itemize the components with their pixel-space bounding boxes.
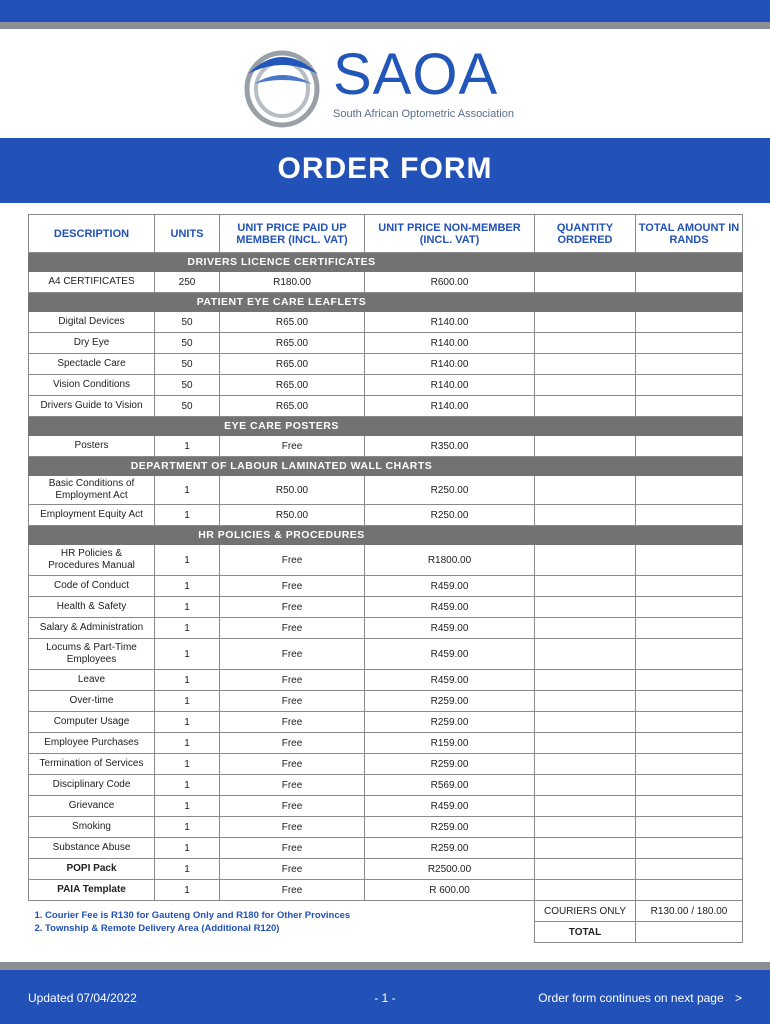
quantity-field[interactable]: [535, 817, 636, 838]
item-description: Smoking: [29, 817, 155, 838]
total-field[interactable]: [636, 754, 743, 775]
quantity-field[interactable]: [535, 859, 636, 880]
item-nonmember-price: R459.00: [365, 670, 535, 691]
item-description: Substance Abuse: [29, 838, 155, 859]
total-field[interactable]: [636, 545, 743, 576]
brand-subtitle: South African Optometric Association: [333, 108, 514, 120]
item-member-price: Free: [220, 754, 365, 775]
item-units: 1: [155, 880, 220, 901]
item-member-price: R180.00: [220, 272, 365, 293]
item-units: 50: [155, 333, 220, 354]
item-member-price: Free: [220, 712, 365, 733]
quantity-field[interactable]: [535, 670, 636, 691]
section-spacer: [636, 457, 743, 476]
item-description: Leave: [29, 670, 155, 691]
total-field[interactable]: [636, 838, 743, 859]
section-spacer: [535, 253, 636, 272]
item-description: Health & Safety: [29, 597, 155, 618]
total-field[interactable]: [636, 505, 743, 526]
item-units: 1: [155, 838, 220, 859]
item-nonmember-price: R259.00: [365, 817, 535, 838]
table-row: [29, 312, 743, 333]
item-nonmember-price: R 600.00: [365, 880, 535, 901]
item-units: 1: [155, 597, 220, 618]
total-field[interactable]: [636, 817, 743, 838]
item-member-price: Free: [220, 796, 365, 817]
courier-notes: [29, 901, 535, 943]
footer: [0, 970, 770, 1024]
section-row: [29, 457, 743, 476]
item-units: 50: [155, 375, 220, 396]
section-title: DRIVERS LICENCE CERTIFICATES: [29, 253, 535, 272]
quantity-field[interactable]: [535, 505, 636, 526]
item-description: POPI Pack: [29, 859, 155, 880]
total-field[interactable]: [636, 436, 743, 457]
item-nonmember-price: R350.00: [365, 436, 535, 457]
total-field[interactable]: [636, 712, 743, 733]
item-nonmember-price: R459.00: [365, 576, 535, 597]
item-description: Drivers Guide to Vision: [29, 396, 155, 417]
item-description: Grievance: [29, 796, 155, 817]
item-member-price: Free: [220, 670, 365, 691]
item-nonmember-price: R140.00: [365, 333, 535, 354]
item-units: 1: [155, 817, 220, 838]
total-field[interactable]: [636, 796, 743, 817]
item-nonmember-price: R259.00: [365, 712, 535, 733]
item-units: 1: [155, 754, 220, 775]
section-spacer: [636, 253, 743, 272]
table-row: [29, 733, 743, 754]
table-row: [29, 597, 743, 618]
total-field[interactable]: [636, 691, 743, 712]
item-member-price: Free: [220, 545, 365, 576]
total-field[interactable]: [636, 333, 743, 354]
item-member-price: R50.00: [220, 505, 365, 526]
item-nonmember-price: R140.00: [365, 312, 535, 333]
table-row: [29, 775, 743, 796]
section-row: [29, 293, 743, 312]
item-nonmember-price: R2500.00: [365, 859, 535, 880]
section-title: HR POLICIES & PROCEDURES: [29, 526, 535, 545]
total-field[interactable]: [636, 272, 743, 293]
item-description: PAIA Template: [29, 880, 155, 901]
total-field[interactable]: [636, 880, 743, 901]
item-member-price: Free: [220, 618, 365, 639]
table-row: [29, 436, 743, 457]
table-row: [29, 712, 743, 733]
eye-logo-icon: [240, 44, 326, 129]
section-spacer: [535, 457, 636, 476]
item-description: Salary & Administration: [29, 618, 155, 639]
item-units: 1: [155, 670, 220, 691]
quantity-field[interactable]: [535, 354, 636, 375]
table-row: [29, 691, 743, 712]
header-description: DESCRIPTION: [29, 215, 155, 253]
item-description: Code of Conduct: [29, 576, 155, 597]
quantity-field[interactable]: [535, 618, 636, 639]
item-nonmember-price: R1800.00: [365, 545, 535, 576]
section-title: PATIENT EYE CARE LEAFLETS: [29, 293, 535, 312]
item-units: 1: [155, 639, 220, 670]
order-table: [28, 214, 743, 943]
item-member-price: Free: [220, 639, 365, 670]
table-row: [29, 880, 743, 901]
item-description: Over-time: [29, 691, 155, 712]
header-quantity: QUANTITY ORDERED: [535, 215, 636, 253]
item-member-price: Free: [220, 597, 365, 618]
table-row: [29, 618, 743, 639]
total-field[interactable]: [636, 396, 743, 417]
item-units: 1: [155, 436, 220, 457]
quantity-field[interactable]: [535, 639, 636, 670]
table-row: [29, 333, 743, 354]
section-spacer: [636, 526, 743, 545]
page-title: ORDER FORM: [277, 152, 493, 185]
item-description: Digital Devices: [29, 312, 155, 333]
quantity-field[interactable]: [535, 576, 636, 597]
item-units: 250: [155, 272, 220, 293]
table-row: [29, 670, 743, 691]
item-description: Posters: [29, 436, 155, 457]
section-title: EYE CARE POSTERS: [29, 417, 535, 436]
total-field[interactable]: [636, 576, 743, 597]
total-field[interactable]: [636, 476, 743, 505]
table-row: [29, 838, 743, 859]
table-row: [29, 272, 743, 293]
item-units: 1: [155, 733, 220, 754]
item-nonmember-price: R140.00: [365, 396, 535, 417]
table-row: [29, 545, 743, 576]
quantity-field[interactable]: [535, 796, 636, 817]
quantity-field[interactable]: [535, 333, 636, 354]
item-nonmember-price: R459.00: [365, 639, 535, 670]
item-nonmember-price: R459.00: [365, 618, 535, 639]
header-units: UNITS: [155, 215, 220, 253]
total-field[interactable]: [636, 733, 743, 754]
page-number: - 1 -: [374, 991, 396, 1005]
item-nonmember-price: R459.00: [365, 796, 535, 817]
section-row: [29, 253, 743, 272]
item-units: 1: [155, 712, 220, 733]
quantity-field[interactable]: [535, 754, 636, 775]
quantity-field[interactable]: [535, 880, 636, 901]
table-row: [29, 375, 743, 396]
item-nonmember-price: R259.00: [365, 754, 535, 775]
item-member-price: Free: [220, 817, 365, 838]
item-units: 1: [155, 545, 220, 576]
total-label: TOTAL: [535, 922, 636, 943]
item-nonmember-price: R250.00: [365, 505, 535, 526]
item-member-price: Free: [220, 859, 365, 880]
item-member-price: R65.00: [220, 354, 365, 375]
item-units: 1: [155, 618, 220, 639]
item-member-price: Free: [220, 838, 365, 859]
item-units: 1: [155, 576, 220, 597]
item-member-price: R65.00: [220, 333, 365, 354]
couriers-value: R130.00 / 180.00: [636, 901, 743, 922]
table-row: [29, 476, 743, 505]
quantity-field[interactable]: [535, 436, 636, 457]
brand-name: SAOA: [333, 42, 499, 107]
table-row: [29, 354, 743, 375]
item-description: Disciplinary Code: [29, 775, 155, 796]
section-spacer: [535, 417, 636, 436]
courier-note: 2. Township & Remote Delivery Area (Additional R120): [34, 922, 280, 934]
header-nonmember-price: UNIT PRICE NON-MEMBER (INCL. VAT): [365, 215, 535, 253]
item-member-price: Free: [220, 775, 365, 796]
total-field[interactable]: [636, 618, 743, 639]
table-row: [29, 576, 743, 597]
item-nonmember-price: R250.00: [365, 476, 535, 505]
couriers-label: COURIERS ONLY: [535, 901, 636, 922]
section-row: [29, 526, 743, 545]
item-member-price: Free: [220, 733, 365, 754]
item-units: 1: [155, 775, 220, 796]
total-field[interactable]: [636, 312, 743, 333]
item-units: 1: [155, 505, 220, 526]
item-nonmember-price: R159.00: [365, 733, 535, 754]
item-description: Dry Eye: [29, 333, 155, 354]
item-description: HR Policies & Procedures Manual: [29, 545, 155, 576]
section-spacer: [636, 293, 743, 312]
item-member-price: Free: [220, 436, 365, 457]
item-description: Vision Conditions: [29, 375, 155, 396]
item-description: Basic Conditions of Employment Act: [29, 476, 155, 505]
continues-text: Order form continues on next page: [538, 991, 724, 1005]
item-member-price: R65.00: [220, 312, 365, 333]
item-description: Computer Usage: [29, 712, 155, 733]
item-member-price: Free: [220, 691, 365, 712]
table-row: [29, 796, 743, 817]
item-nonmember-price: R140.00: [365, 375, 535, 396]
item-description: Employment Equity Act: [29, 505, 155, 526]
item-member-price: R50.00: [220, 476, 365, 505]
next-page-link[interactable]: [538, 991, 742, 1005]
item-nonmember-price: R459.00: [365, 597, 535, 618]
table-row: [29, 859, 743, 880]
item-description: Employee Purchases: [29, 733, 155, 754]
section-spacer: [535, 293, 636, 312]
total-field[interactable]: [636, 639, 743, 670]
quantity-field[interactable]: [535, 733, 636, 754]
item-member-price: Free: [220, 576, 365, 597]
total-field[interactable]: [636, 597, 743, 618]
item-description: A4 CERTIFICATES: [29, 272, 155, 293]
chevron-right-icon: >: [734, 991, 742, 1005]
total-field[interactable]: [636, 375, 743, 396]
quantity-field[interactable]: [535, 545, 636, 576]
item-member-price: Free: [220, 880, 365, 901]
section-spacer: [636, 417, 743, 436]
item-nonmember-price: R259.00: [365, 691, 535, 712]
item-units: 50: [155, 354, 220, 375]
item-member-price: R65.00: [220, 396, 365, 417]
table-row: [29, 754, 743, 775]
table-row: [29, 639, 743, 670]
header-total: TOTAL AMOUNT IN RANDS: [636, 215, 743, 253]
item-member-price: R65.00: [220, 375, 365, 396]
top-bar: [0, 0, 770, 22]
quantity-field[interactable]: [535, 775, 636, 796]
table-row: [29, 817, 743, 838]
item-units: 1: [155, 859, 220, 880]
total-field[interactable]: [636, 859, 743, 880]
quantity-field[interactable]: [535, 712, 636, 733]
quantity-field[interactable]: [535, 396, 636, 417]
item-units: 50: [155, 396, 220, 417]
quantity-field[interactable]: [535, 476, 636, 505]
item-description: Spectacle Care: [29, 354, 155, 375]
table-row: [29, 505, 743, 526]
top-stripe: [0, 22, 770, 29]
section-spacer: [535, 526, 636, 545]
quantity-field[interactable]: [535, 312, 636, 333]
footer-stripe: [0, 962, 770, 970]
total-amount-field[interactable]: [636, 922, 743, 943]
total-field[interactable]: [636, 670, 743, 691]
item-units: 1: [155, 691, 220, 712]
quantity-field[interactable]: [535, 838, 636, 859]
item-units: 1: [155, 796, 220, 817]
updated-date: Updated 07/04/2022: [28, 991, 137, 1005]
quantity-field[interactable]: [535, 597, 636, 618]
item-description: Termination of Services: [29, 754, 155, 775]
total-field[interactable]: [636, 354, 743, 375]
table-row: [29, 396, 743, 417]
total-field[interactable]: [636, 775, 743, 796]
section-row: [29, 417, 743, 436]
section-title: DEPARTMENT OF LABOUR LAMINATED WALL CHARTS: [29, 457, 535, 476]
item-units: 50: [155, 312, 220, 333]
quantity-field[interactable]: [535, 272, 636, 293]
quantity-field[interactable]: [535, 375, 636, 396]
item-description: Locums & Part-Time Employees: [29, 639, 155, 670]
item-nonmember-price: R600.00: [365, 272, 535, 293]
item-nonmember-price: R259.00: [365, 838, 535, 859]
quantity-field[interactable]: [535, 691, 636, 712]
item-units: 1: [155, 476, 220, 505]
courier-note: 1. Courier Fee is R130 for Gauteng Only and R180 for Other Provinces: [34, 909, 351, 921]
item-nonmember-price: R140.00: [365, 354, 535, 375]
saoa-logo: [240, 44, 540, 129]
header-member-price: UNIT PRICE PAID UP MEMBER (INCL. VAT): [220, 215, 365, 253]
item-nonmember-price: R569.00: [365, 775, 535, 796]
